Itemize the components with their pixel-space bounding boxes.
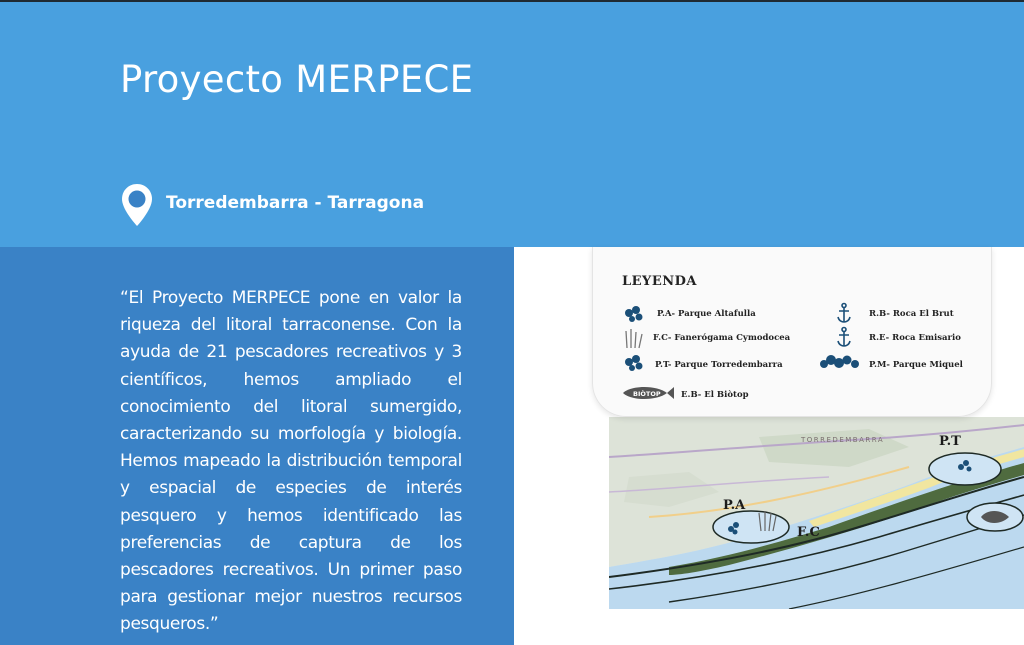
legend-item-roca-emisario: R.E- Roca Emisario bbox=[869, 333, 961, 343]
fish-icon bbox=[619, 383, 675, 403]
anchor-icon bbox=[836, 326, 852, 348]
header-banner bbox=[0, 2, 1024, 247]
coral-icon bbox=[623, 354, 645, 372]
seagrass-icon bbox=[623, 327, 645, 349]
legend-item-parque-altafulla: P.A- Parque Altafulla bbox=[657, 309, 756, 319]
coastal-map bbox=[609, 417, 1024, 609]
legend-title: LEYENDA bbox=[622, 274, 697, 289]
legend-item-el-biotop: E.B- El Biòtop bbox=[681, 390, 749, 400]
legend-item-parque-torredembarra: P.T- Parque Torredembarra bbox=[655, 360, 783, 370]
page-title: Proyecto MERPECE bbox=[120, 58, 474, 101]
project-quote: “El Proyecto MERPECE pone en valor la riqueza del litoral tarraconense. Con la ayuda de 21 pescadores recreativos y 3 científicos, hemos ampliado el conocimiento del litoral sumergido, caracterizando su morfología y biología. Hemos mapeado la distribución temporal y espacial de especies de interés pesquero y hemos identificado las preferencias de captura de los pescadores recreativos. Un primer paso para gestionar mejor nuestros recursos pesqueros.” bbox=[120, 288, 462, 635]
legend-item-fanerogama-cymodocea: F.C- Fanerógama Cymodocea bbox=[653, 333, 791, 343]
legend-item-parque-miquel: P.M- Parque Miquel bbox=[869, 360, 963, 370]
town-label: TORREDEMBARRA bbox=[801, 436, 885, 444]
location-label: Torredembarra - Tarragona bbox=[166, 193, 425, 213]
map-label-pt: P.T bbox=[939, 434, 961, 449]
anchor-icon bbox=[836, 302, 852, 324]
map-label-pa: P.A bbox=[723, 498, 746, 513]
coral-icon bbox=[623, 305, 645, 323]
map-legend bbox=[592, 247, 992, 417]
reef-icon bbox=[819, 353, 861, 371]
location-pin-icon bbox=[121, 183, 153, 227]
map-label-fc: F.C bbox=[797, 525, 820, 540]
legend-item-roca-el-brut: R.B- Roca El Brut bbox=[869, 309, 954, 319]
biotop-label: BIÒTOP bbox=[633, 390, 661, 398]
